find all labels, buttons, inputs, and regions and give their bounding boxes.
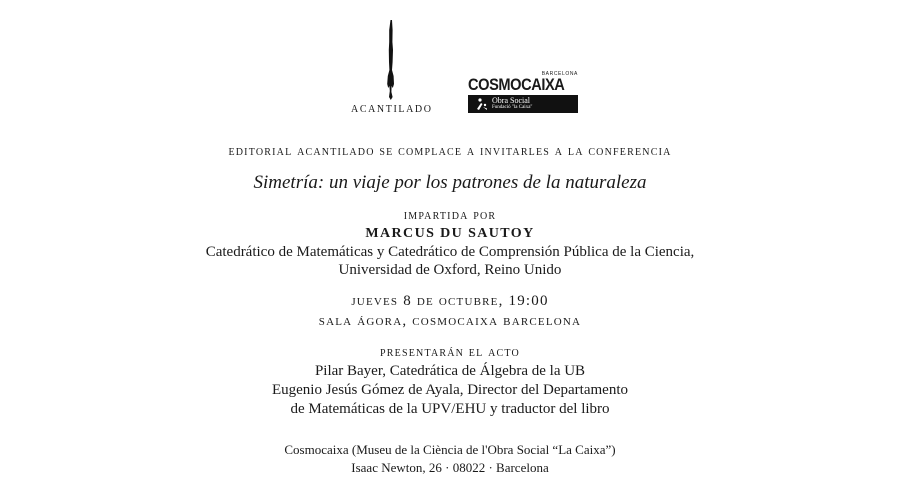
acantilado-logo — [351, 18, 431, 118]
la-caixa-star-icon — [475, 97, 489, 111]
fundacio-label: Fundació "la Caixa" — [492, 105, 533, 110]
cosmocaixa-brand: COSMOCAIXA — [468, 75, 565, 94]
invitation-intro: editorial acantilado se complace a invitarles a la conferencia — [228, 144, 672, 159]
obra-social-bar — [468, 95, 578, 113]
obra-social-label: Obra Social — [492, 96, 530, 105]
given-by-label: impartida por — [403, 208, 497, 223]
event-venue: sala ágora, cosmocaixa barcelona — [318, 313, 582, 329]
speaker-role-line-2: Universidad de Oxford, Reino Unido — [338, 262, 562, 278]
cosmocaixa-city: BARCELONA — [541, 71, 578, 77]
address-line-1: Cosmocaixa (Museu de la Ciència de l'Obra Social “La Caixa”) — [284, 442, 616, 457]
lecture-title: Simetría: un viaje por los patrones de la naturaleza — [253, 172, 647, 193]
acantilado-wordmark: ACANTILADO — [351, 104, 433, 115]
speaker-role-line-1: Catedrático de Matemáticas y Catedrático de Comprensión Pública de la Ciencia, — [205, 244, 695, 260]
logos-header — [0, 18, 900, 118]
presenter-1: Pilar Bayer, Catedrática de Álgebra de la UB — [314, 363, 586, 379]
presenter-2-line-2: de Matemáticas de la UPV/EHU y traductor del libro — [290, 401, 610, 417]
presenters-heading: presentarán el acto — [380, 345, 520, 360]
cosmocaixa-logo — [468, 71, 580, 131]
address-line-2: Isaac Newton, 26 · 08022 · Barcelona — [351, 460, 549, 475]
speaker-name: MARCUS DU SAUTOY — [365, 226, 535, 241]
event-date: jueves 8 de octubre, 19:00 — [351, 293, 549, 309]
diver-silhouette-icon — [379, 18, 403, 102]
presenter-2-line-1: Eugenio Jesús Gómez de Ayala, Director del Departamento — [271, 382, 628, 398]
